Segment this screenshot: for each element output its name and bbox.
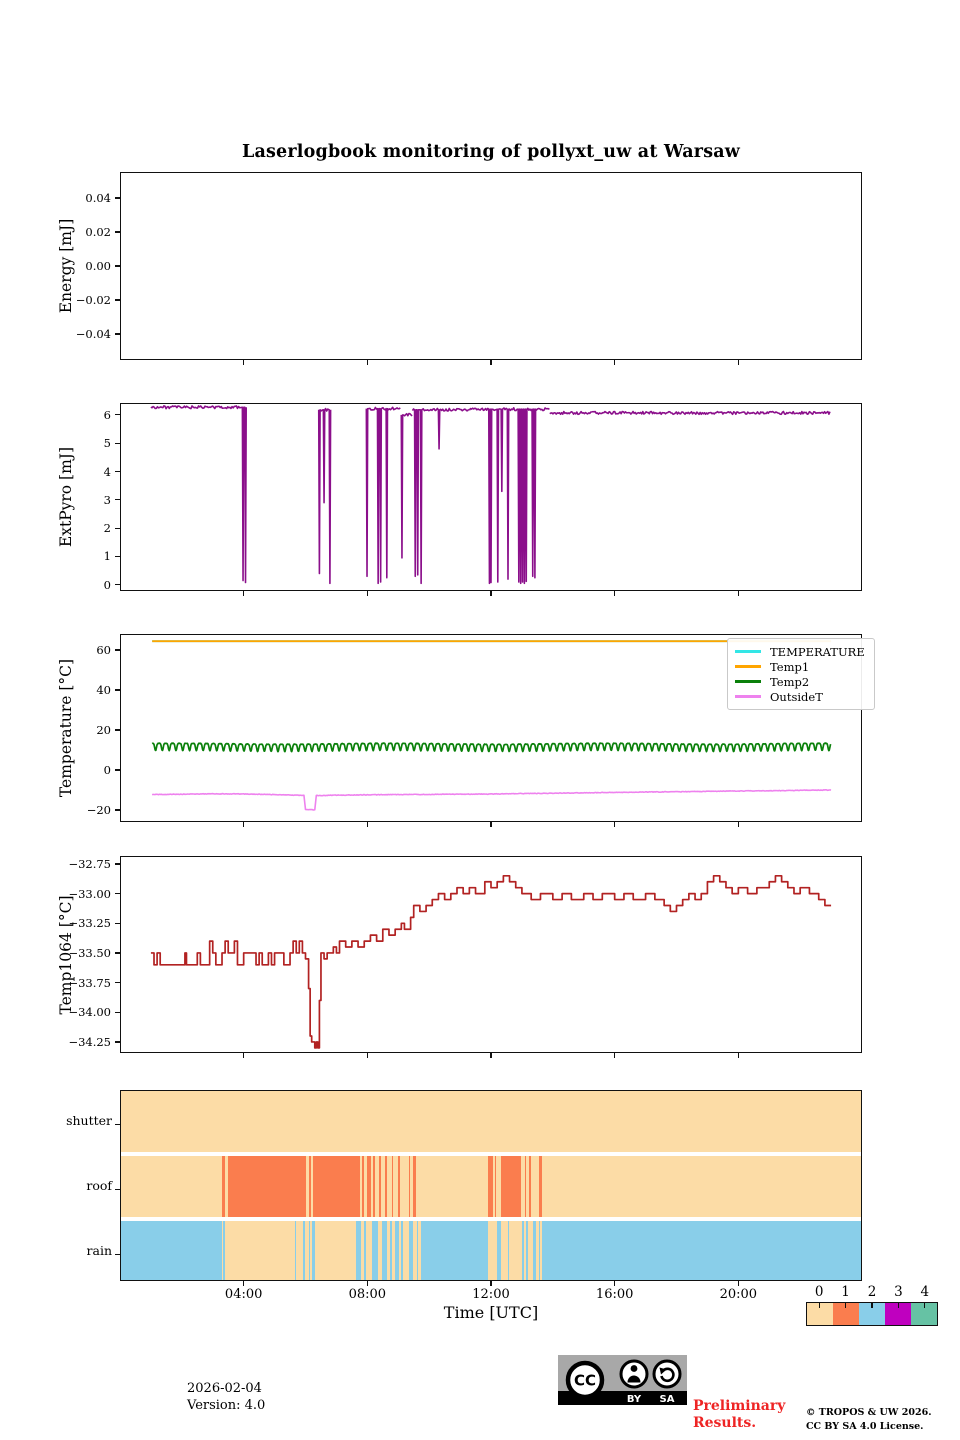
colorbar-label: 4 (920, 1284, 930, 1300)
copyright-line2: CC BY SA 4.0 License. (806, 1420, 924, 1432)
y-tick-label: −33.00 (68, 886, 111, 901)
y-tick-label: −0.02 (75, 292, 111, 307)
colorbar-tick (898, 1302, 899, 1308)
x-tick-20:00 (738, 822, 739, 827)
legend-label: Temp2 (770, 674, 810, 689)
temperature-plot (0, 634, 960, 856)
legend-swatch (735, 695, 761, 698)
x-tick-08:00 (367, 360, 368, 365)
x-tick-16:00 (614, 360, 615, 365)
x-tick-label: 04:00 (224, 1287, 263, 1302)
y-tick-label: 0.04 (85, 191, 111, 205)
x-tick-20:00 (738, 591, 739, 596)
colorbar-tick (845, 1302, 846, 1308)
status-segment (356, 1221, 361, 1280)
legend-item-TEMPERATURE (735, 644, 865, 659)
energy-plot (0, 172, 960, 394)
x-tick-16:00 (614, 591, 615, 596)
extpyro-y-axis-label: ExtPyro [mJ] (57, 446, 75, 548)
by-label: BY (626, 1394, 642, 1405)
temp1064-plot (0, 856, 960, 1087)
x-tick-04:00 (243, 822, 244, 827)
y-tick-label: 2 (103, 521, 111, 536)
x-tick-20:00 (738, 1281, 739, 1286)
x-tick-20:00 (738, 1053, 739, 1058)
y-tick-label: 0.00 (85, 259, 111, 273)
status-band-rain (121, 1221, 861, 1280)
y-tick-label: 60 (96, 643, 111, 657)
colorbar-tick (871, 1302, 872, 1308)
x-tick-04:00 (243, 1281, 244, 1286)
x-tick-16:00 (614, 1281, 615, 1286)
y-tick-label: −33.25 (68, 916, 111, 931)
legend-label: TEMPERATURE (770, 644, 865, 659)
status-segment (364, 1221, 366, 1280)
cc-icon-text: CC (573, 1371, 597, 1390)
status-segment (417, 1221, 419, 1280)
status-segment (501, 1156, 520, 1217)
sa-arrow-icon (654, 1361, 680, 1387)
status-segment (367, 1156, 371, 1217)
x-tick-16:00 (614, 1053, 615, 1058)
legend-item-Temp1 (735, 659, 865, 674)
x-tick-04:00 (243, 1053, 244, 1058)
status-segment (309, 1156, 311, 1217)
status-segment (390, 1221, 392, 1280)
row-label-roof: roof (86, 1178, 112, 1193)
x-tick-16:00 (614, 822, 615, 827)
status-segment (525, 1156, 527, 1217)
status-segment (522, 1221, 524, 1280)
y-tick-label: −34.25 (68, 1034, 111, 1049)
row-tick (115, 1124, 120, 1125)
x-tick-12:00 (490, 591, 491, 596)
y-tick-label: 20 (96, 723, 111, 737)
x-axis-label: Time [UTC] (443, 1303, 539, 1322)
row-tick (115, 1189, 120, 1190)
date-version-block (187, 1381, 265, 1414)
row-label-rain: rain (86, 1242, 112, 1258)
status-segment (121, 1221, 222, 1280)
y-tick-label: 3 (103, 492, 111, 507)
sa-label: SA (659, 1394, 675, 1405)
x-tick-12:00 (490, 360, 491, 365)
energy-y-axis-label: Energy [mJ] (57, 218, 75, 314)
temp1064-y-axis-label: Temp1064 [°C] (57, 894, 75, 1015)
status-segment (409, 1156, 411, 1217)
legend-label: OutsideT (770, 689, 823, 704)
copyright-note (806, 1406, 932, 1433)
legend-swatch (735, 680, 761, 683)
preliminary-line2: Results. (693, 1415, 757, 1431)
colorbar-label: 1 (841, 1284, 850, 1300)
status-segment (409, 1221, 414, 1280)
status-band-roof (121, 1156, 861, 1217)
colorbar-label: 0 (814, 1284, 824, 1300)
cc-icon (568, 1363, 602, 1397)
y-tick-label: −32.75 (68, 856, 111, 871)
x-tick-04:00 (243, 360, 244, 365)
status-segment (373, 1156, 375, 1217)
colorbar-tick (924, 1302, 925, 1308)
y-tick-label: 0.02 (85, 225, 111, 239)
x-tick-12:00 (490, 822, 491, 827)
x-tick-08:00 (367, 1281, 368, 1286)
y-tick-label: −0.04 (75, 326, 111, 341)
status-segment (495, 1156, 497, 1217)
colorbar-label: 3 (894, 1284, 903, 1300)
status-segment (222, 1156, 224, 1217)
legend-item-OutsideT (735, 689, 865, 704)
status-segment (401, 1221, 403, 1280)
status-timeline-plot (0, 1090, 960, 1315)
status-segment (542, 1221, 861, 1280)
x-tick-08:00 (367, 1053, 368, 1058)
status-segment (526, 1221, 528, 1280)
y-tick-label: −33.50 (68, 945, 111, 960)
status-segment (395, 1221, 399, 1280)
row-label-shutter: shutter (66, 1113, 112, 1128)
legend-item-Temp2 (735, 674, 865, 689)
status-segment (303, 1221, 304, 1280)
status-segment (539, 1221, 541, 1280)
status-segment (413, 1156, 416, 1217)
y-tick-label: 4 (103, 464, 111, 479)
x-tick-20:00 (738, 360, 739, 365)
extpyro-series (120, 403, 862, 591)
preliminary-line1: Preliminary (693, 1398, 786, 1414)
status-segment (382, 1221, 388, 1280)
colorbar-cell-0 (807, 1303, 833, 1325)
status-segment (497, 1221, 501, 1280)
figure-version: Version: 4.0 (187, 1397, 266, 1413)
y-tick-label: 6 (103, 407, 111, 422)
temperature-legend (727, 638, 875, 710)
status-segment (421, 1221, 488, 1280)
status-segment (533, 1221, 536, 1280)
x-tick-12:00 (490, 1281, 491, 1286)
x-tick-08:00 (367, 591, 368, 596)
temperature-y-axis-label: Temperature [°C] (57, 658, 75, 798)
colorbar-tick (819, 1302, 820, 1308)
temp1064-series (120, 856, 862, 1053)
legend-label: Temp1 (770, 659, 810, 674)
x-tick-label: 12:00 (472, 1287, 510, 1302)
status-segment (488, 1156, 493, 1217)
energy-series (120, 172, 862, 360)
row-tick (115, 1254, 120, 1255)
y-tick-label: 0 (103, 577, 111, 592)
status-segment (379, 1156, 381, 1217)
status-segment (539, 1156, 541, 1217)
legend-swatch (735, 665, 761, 668)
status-segment (362, 1156, 364, 1217)
x-tick-08:00 (367, 822, 368, 827)
status-segment (309, 1221, 311, 1280)
copyright-line1: © TROPOS & UW 2026. (806, 1407, 932, 1418)
status-band-shutter (121, 1091, 861, 1152)
y-tick-label: 5 (103, 436, 111, 451)
status-segment (372, 1221, 378, 1280)
x-tick-04:00 (243, 591, 244, 596)
x-tick-label: 08:00 (348, 1287, 387, 1302)
legend-swatch (735, 650, 761, 653)
by-person-icon (621, 1361, 647, 1387)
status-segment (398, 1156, 400, 1217)
x-tick-label: 16:00 (595, 1287, 634, 1302)
y-tick-label: −33.75 (68, 975, 111, 990)
status-segment (313, 1156, 360, 1217)
y-tick-label: −34.00 (68, 1005, 111, 1020)
status-segment (529, 1156, 531, 1217)
status-segment (228, 1156, 307, 1217)
y-tick-label: 1 (103, 549, 111, 564)
y-tick-label: −20 (86, 803, 111, 817)
status-segment (385, 1156, 387, 1217)
figure-title: Laserlogbook monitoring of pollyxt_uw at Warsaw (241, 142, 741, 162)
cc-license-badge (558, 1355, 687, 1405)
preliminary-results-note (693, 1398, 785, 1432)
status-segment (392, 1156, 394, 1217)
extpyro-plot (0, 403, 960, 625)
status-segment (223, 1221, 224, 1280)
figure-date: 2026-02-04 (187, 1381, 262, 1396)
y-tick-label: 0 (103, 763, 111, 777)
status-segment (295, 1221, 296, 1280)
status-segment (508, 1221, 510, 1280)
status-segment (312, 1221, 315, 1280)
y-tick-label: 40 (96, 683, 111, 697)
x-tick-12:00 (490, 1053, 491, 1058)
colorbar-label: 2 (867, 1284, 877, 1300)
x-tick-label: 20:00 (719, 1287, 758, 1302)
